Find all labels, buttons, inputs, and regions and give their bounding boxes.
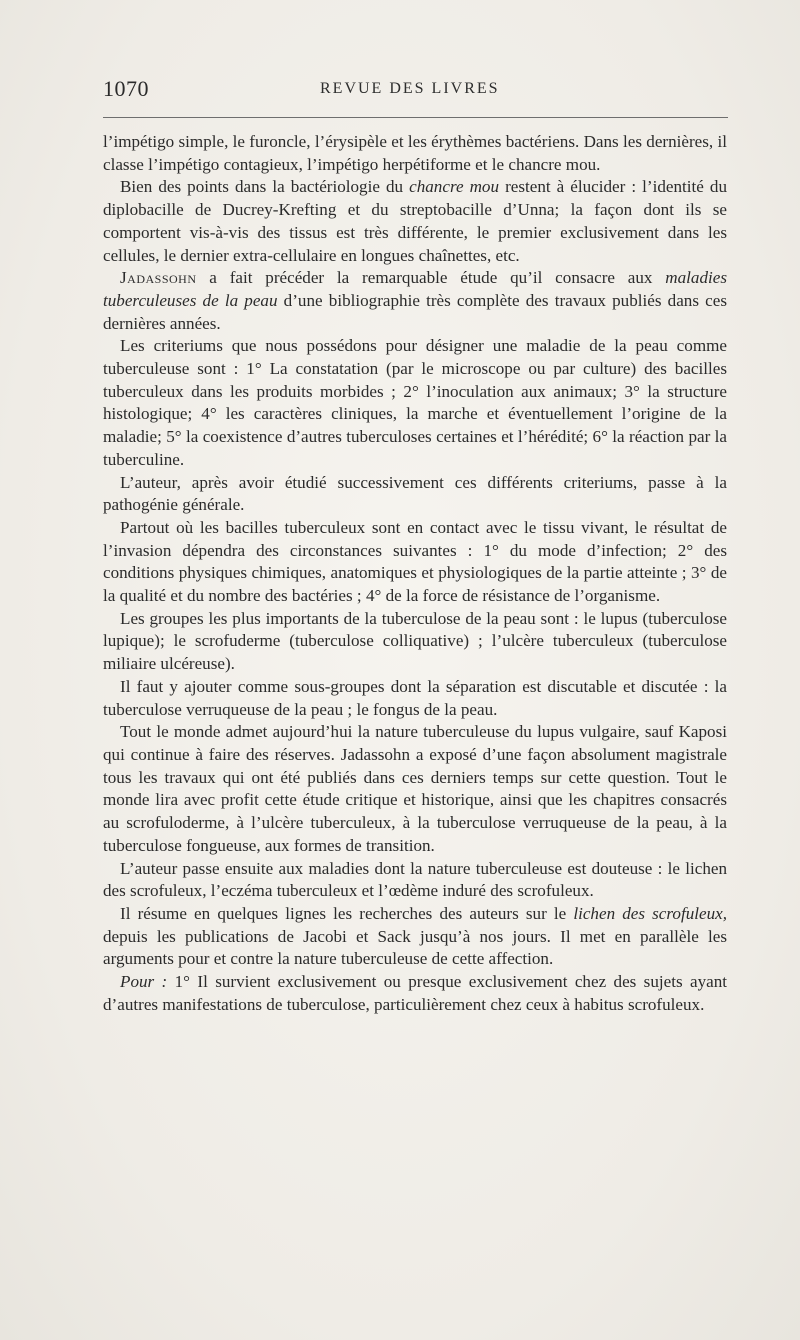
body-text	[103, 131, 727, 1016]
italic-term: Pour :	[120, 972, 168, 992]
paragraph-text: Il résume en quelques lignes les recherches des auteurs sur le	[120, 903, 574, 923]
running-title: REVUE DES LIVRES	[320, 80, 500, 97]
paragraph-text: a fait précéder la remarquable étude qu’il consacre aux	[196, 268, 666, 288]
paragraph	[103, 903, 727, 971]
page-number: 1070	[103, 76, 149, 101]
paragraph	[103, 267, 727, 335]
italic-term: lichen des scrofuleux,	[573, 903, 727, 923]
paragraph: L’auteur, après avoir étudié successivement ces différents criteriums, passe à la pathogénie générale.	[103, 472, 727, 515]
page-header	[103, 76, 728, 106]
paragraph-text: 1° Il survient exclusivement ou presque exclusivement chez des sujets ayant d’autres manifestations de tuberculose, particulièrement chez ceux à habitus scrofuleux.	[103, 972, 728, 1014]
paragraph	[103, 176, 727, 267]
italic-term: maladies tuberculeuses de la peau	[103, 268, 727, 310]
paragraph: Les groupes les plus importants de la tuberculose de la peau sont : le lupus (tuberculose lupique); le scrofuderme (tuberculose colliquative) ; l’ulcère tuberculeux (tuberculose miliaire ulcéreuse).	[103, 608, 727, 674]
paragraph-text: depuis les publications de Jacobi et Sack jusqu’à nos jours. Il met en parallèle les arguments pour et contre la nature tuberculeuse de cette affection.	[103, 926, 727, 969]
paragraph: l’impétigo simple, le furoncle, l’érysipèle et les érythèmes bactériens. Dans les dernières, il classe l’impétigo contagieux, l’impétigo herpétiforme et le chancre mou.	[103, 132, 727, 174]
header-rule	[103, 117, 728, 118]
italic-term: chancre mou	[409, 177, 500, 197]
paragraph: L’auteur passe ensuite aux maladies dont la nature tuberculeuse est douteuse : le lichen des scrofuleux, l’eczéma tuberculeux et l’œdème induré des scrofuleux.	[103, 858, 727, 901]
paragraph-text: Bien des points dans la bactériologie du	[120, 177, 410, 197]
paragraph	[103, 971, 727, 1016]
paragraph: Il faut y ajouter comme sous-groupes dont la séparation est discutable et discutée : la tuberculose verruqueuse de la peau ; le fongus de la peau.	[103, 676, 727, 719]
paragraph: Les criteriums que nous possédons pour désigner une maladie de la peau comme tuberculeuse sont : 1° La constatation (par le microscope ou par culture) des bacilles tuberculeux dans les produits morbides ; 2° l’inoculation aux animaux; 3° la structure histologique; 4° les caractères cliniques, la marche et éventuellement l’origine de la maladie; 5° la coexistence d’autres tuberculoses certaines et l’hérédité; 6° la réaction par la tuberculine.	[103, 336, 727, 469]
paragraph-text: d’une bibliographie très complète des travaux publiés dans ces dernières années.	[103, 290, 727, 333]
author-name: Jadassohn	[120, 268, 197, 288]
paragraph: Partout où les bacilles tuberculeux sont en contact avec le tissu vivant, le résultat de l’invasion dépendra des circonstances suivantes : 1° du mode d’infection; 2° des conditions physiques chimiques, anatomiques et physiologiques de la partie atteinte ; 3° de la qualité et du nombre des bactéries ; 4° de la force de résistance de l’organisme.	[103, 517, 727, 606]
paragraph: Tout le monde admet aujourd’hui la nature tuberculeuse du lupus vulgaire, sauf Kaposi qui continue à faire des réserves. Jadassohn a exposé d’une façon absolument magistrale tous les travaux qui ont été publiés dans ces derniers temps sur cette question. Tout le monde lira avec profit cette étude critique et historique, ainsi que les chapitres consacrés au scrofuloderme, à l’ulcère tuberculeux, à la tuberculose verruqueuse de la peau, à la tuberculose fongueuse, aux formes de transition.	[103, 722, 727, 855]
paragraph-text: restent à élucider : l’identité du diplobacille de Ducrey-Krefting et du streptobacille d’Unna; la façon dont ils se comportent vis-à-vis des tissus est très différente, le premier exclusivement dans les cellules, le dernier extra-cellulaire en longues chaînettes, etc.	[103, 177, 728, 265]
